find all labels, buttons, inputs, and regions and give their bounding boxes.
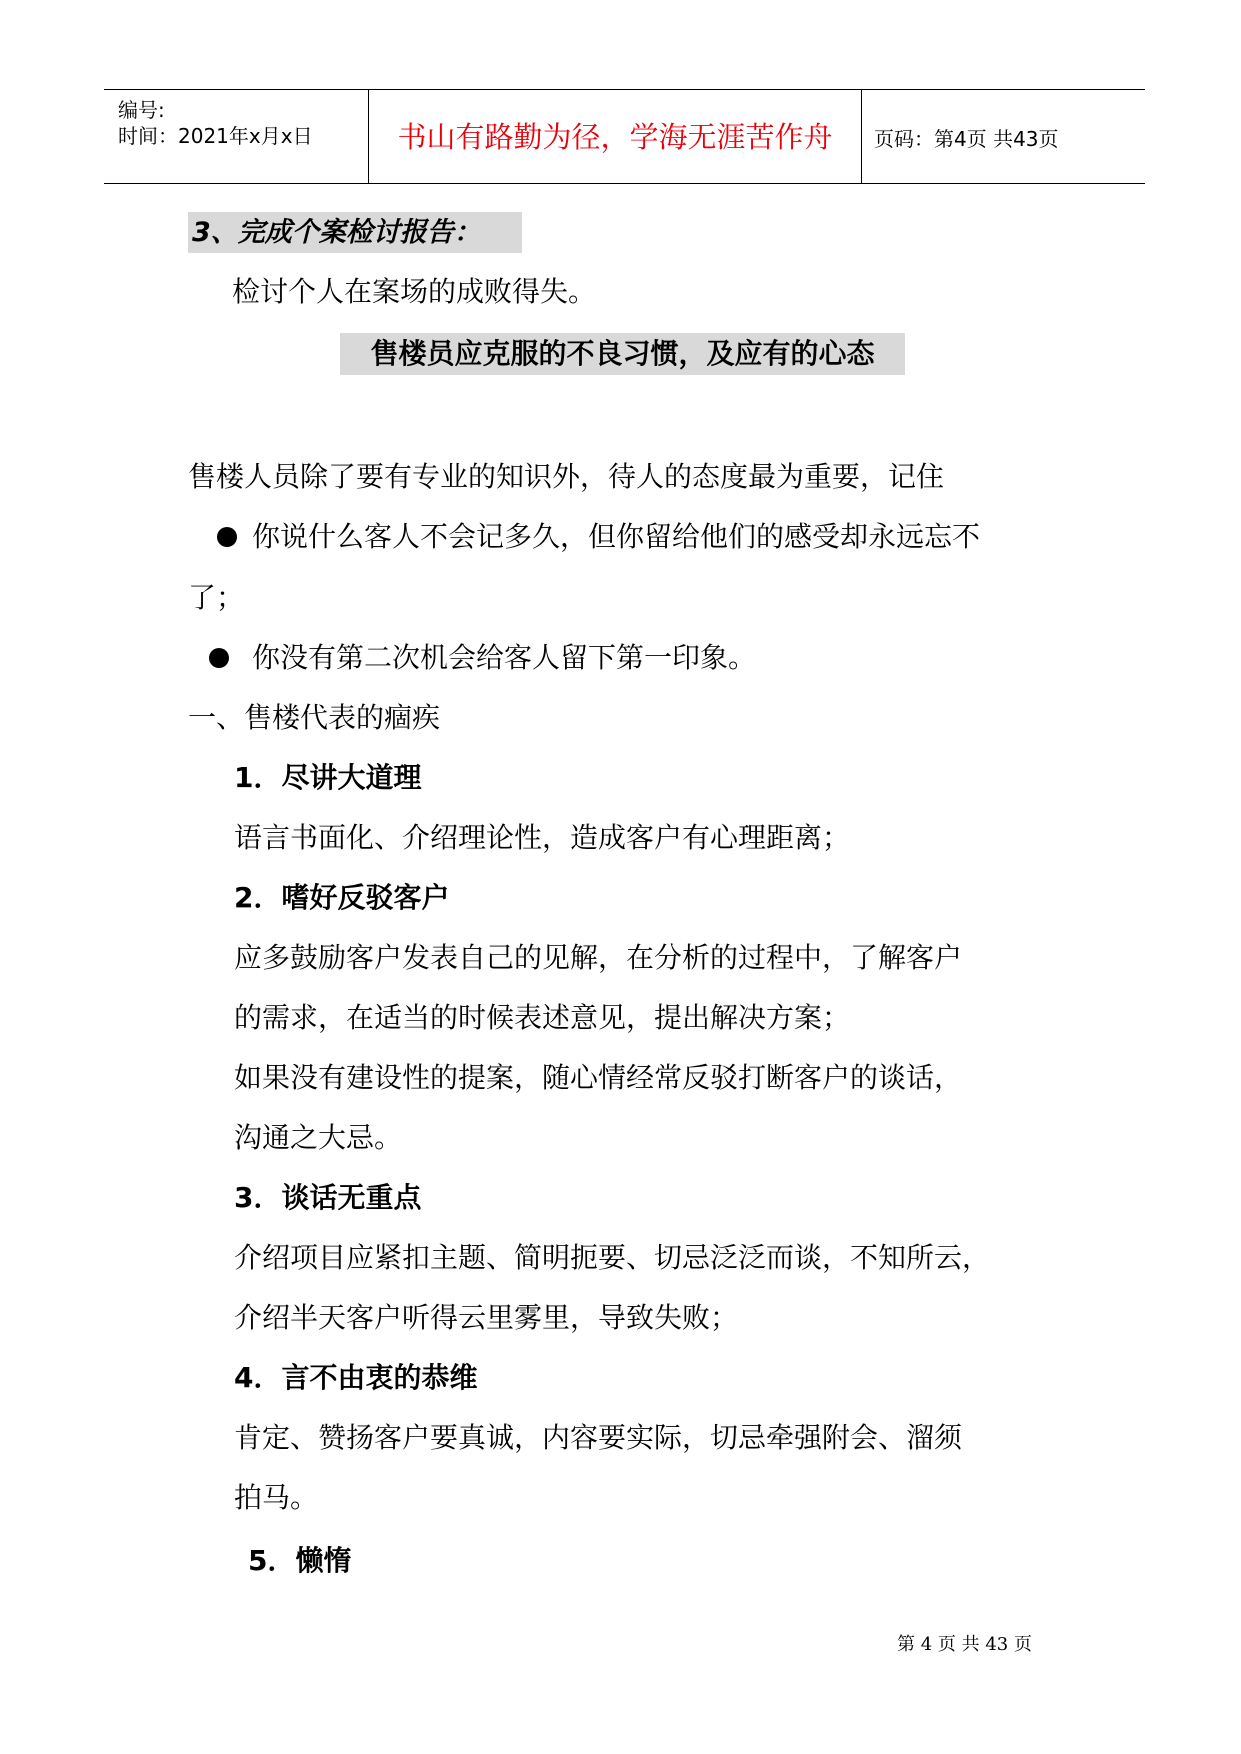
item-4-heading: 4．言不由衷的恭维 <box>234 1361 478 1394</box>
header-right-cell <box>862 90 1145 183</box>
item-5-heading: 5．懒惰 <box>248 1544 352 1577</box>
item-4-line-2: 拍马。 <box>234 1481 319 1514</box>
bullet-dot-icon <box>217 527 237 547</box>
bullet-1-line-1: 你说什么客人不会记多久，但你留给他们的感受却永远忘不 <box>252 520 981 553</box>
part-1-heading: 一、售楼代表的痼疾 <box>188 701 441 734</box>
bullet-2-line-1: 你没有第二次机会给客人留下第一印象。 <box>252 641 757 674</box>
date-label: 时间：2021年x月x日 <box>118 124 313 148</box>
header-page-number: 页码：第4页 共43页 <box>874 127 1059 151</box>
intro-paragraph: 售楼人员除了要有专业的知识外，待人的态度最为重要，记住 <box>188 460 945 493</box>
header-left-cell <box>104 90 368 183</box>
item-3-line-2: 介绍半天客户听得云里雾里，导致失败； <box>234 1301 739 1334</box>
item-1-heading: 1．尽讲大道理 <box>234 761 422 794</box>
section-3-text: 检讨个人在案场的成败得失。 <box>232 275 597 308</box>
bullet-dot-icon <box>209 648 229 668</box>
item-3-line-1: 介绍项目应紧扣主题、简明扼要、切忌泛泛而谈，不知所云， <box>234 1241 991 1274</box>
header-middle-cell <box>368 90 862 183</box>
item-2-line-4: 沟通之大忌。 <box>234 1121 403 1154</box>
item-3-heading: 3．谈话无重点 <box>234 1181 422 1214</box>
item-4-line-1: 肯定、赞扬客户要真诚，内容要实际，切忌牵强附会、溜须 <box>234 1421 963 1454</box>
bullet-1-line-2: 了； <box>188 581 245 614</box>
document-title: 售楼员应克服的不良习惯，及应有的心态 <box>340 333 905 375</box>
page-footer: 第 4 页 共 43 页 <box>897 1634 1032 1655</box>
header-motto: 书山有路勤为径，学海无涯苦作舟 <box>397 120 833 154</box>
item-2-line-3: 如果没有建设性的提案，随心情经常反驳打断客户的谈话， <box>234 1061 963 1094</box>
item-2-heading: 2．嗜好反驳客户 <box>234 881 450 914</box>
item-2-line-2: 的需求，在适当的时候表述意见，提出解决方案； <box>234 1001 851 1034</box>
section-3-heading: 3、完成个案检讨报告： <box>188 212 522 253</box>
page-header <box>104 89 1145 184</box>
item-2-line-1: 应多鼓励客户发表自己的见解，在分析的过程中，了解客户 <box>234 941 963 974</box>
document-number-label: 编号: <box>118 98 165 122</box>
item-1-line-1: 语言书面化、介绍理论性，造成客户有心理距离； <box>234 821 851 854</box>
